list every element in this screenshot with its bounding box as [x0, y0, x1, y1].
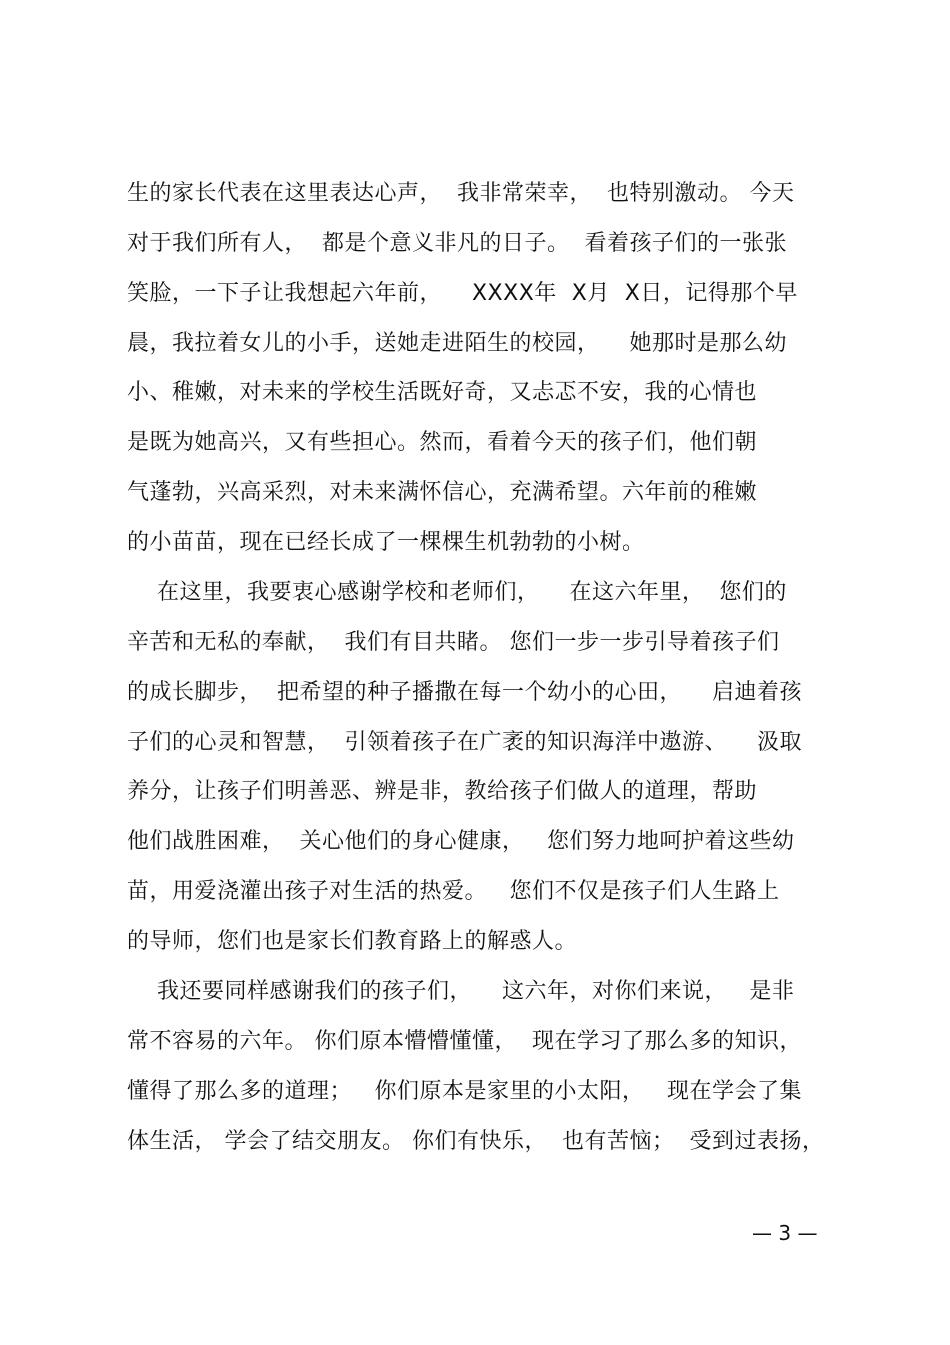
text-line-15: 苗，用爱浇灌出孩子对生活的热爱。 您们不仅是孩子们人生路上: [127, 879, 780, 904]
text-line-11: 的成长脚步， 把希望的种子播撒在每一个幼小的心田， 启迪着孩: [127, 680, 802, 705]
text-line-18: 常不容易的六年。 你们原本懵懵懂懂， 现在学习了那么多的知识，: [127, 1029, 802, 1054]
text-line-19: 懂得了那么多的道理； 你们原本是家里的小太阳， 现在学会了集: [127, 1079, 802, 1104]
text-line-10: 辛苦和无私的奉献， 我们有目共睹。 您们一步一步引导着孩子们: [127, 630, 780, 655]
text-line-5: 小、稚嫩，对未来的学校生活既好奇，又忐忑不安，我的心情也: [127, 380, 758, 405]
text-line-12: 子们的心灵和智慧， 引领着孩子在广袤的知识海洋中遨游、 汲取: [127, 730, 802, 755]
text-line-17: 我还要同样感谢我们的孩子们， 这六年，对你们来说， 是非: [127, 979, 795, 1004]
text-line-7: 气蓬勃，兴高采烈，对未来满怀信心，充满希望。六年前的稚嫩: [127, 480, 758, 505]
text-line-1: 生的家长代表在这里表达心声， 我非常荣幸， 也特别激动。 今天: [127, 181, 795, 206]
text-line-3: 笑脸，一下子让我想起六年前， XXXX年 X月 X日，记得那个早: [127, 281, 798, 306]
text-line-4: 晨，我拉着女儿的小手，送她走进陌生的校园， 她那时是那么幼: [127, 331, 787, 356]
text-line-16: 的导师，您们也是家长们教育路上的解惑人。: [127, 929, 578, 954]
text-line-9: 在这里，我要衷心感谢学校和老师们， 在这六年里， 您们的: [127, 580, 787, 605]
text-line-14: 他们战胜困难， 关心他们的身心健康， 您们努力地呵护着这些幼: [127, 829, 795, 854]
text-line-8: 的小苗苗，现在已经长成了一棵棵生机勃勃的小树。: [127, 530, 645, 555]
text-line-13: 养分，让孩子们明善恶、辨是非，教给孩子们做人的道理，帮助: [127, 779, 758, 804]
text-line-2: 对于我们所有人， 都是个意义非凡的日子。 看着孩子们的一张张: [127, 231, 787, 256]
text-line-20: 体生活， 学会了结交朋友。 你们有快乐， 也有苦恼； 受到过表扬，: [127, 1129, 825, 1154]
page-number: — 3 —: [752, 1221, 818, 1245]
text-line-6: 是既为她高兴，又有些担心。然而，看着今天的孩子们，他们朝: [127, 430, 758, 455]
